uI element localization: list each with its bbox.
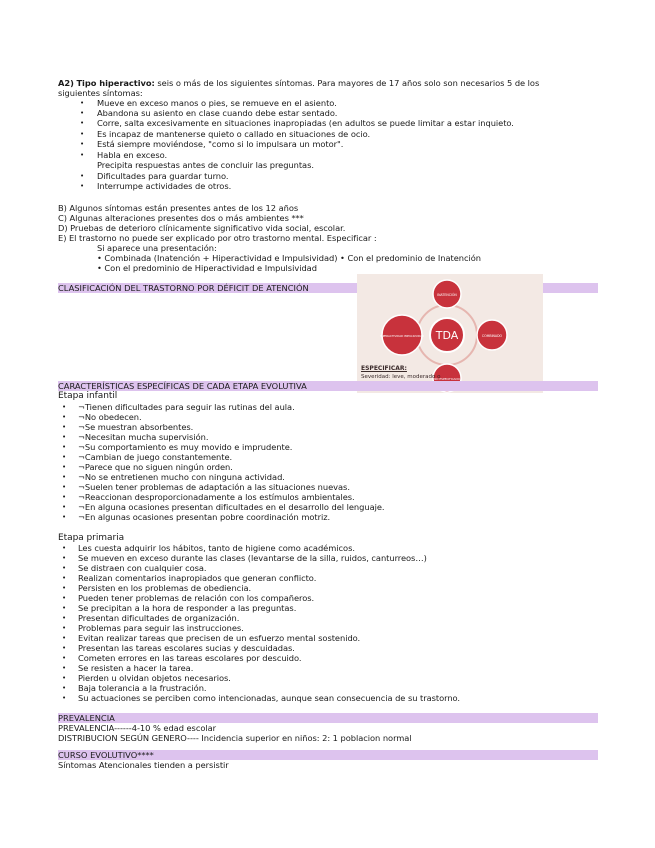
list-item: Mueve en exceso manos o pies, se remueve en el asiento. (97, 98, 337, 108)
primaria-title: Etapa primaria (58, 533, 125, 543)
bullet-icon: • (80, 140, 85, 148)
bullet-icon: • (62, 413, 67, 421)
bullet-icon: • (62, 433, 67, 441)
section-a-title: Tipo hiperactivo: (76, 78, 155, 88)
list-item: Habla en exceso. (97, 150, 168, 160)
list-item: ¬Suelen tener problemas de adaptación a las situaciones nuevas. (78, 482, 350, 492)
bullet-icon: • (62, 503, 67, 511)
diagram-spec-label: ESPECIFICAR: (361, 365, 407, 372)
list-item: Se resisten a hacer la tarea. (78, 663, 194, 673)
list-item: ¬No se entretienen mucho con ninguna actividad. (78, 472, 285, 482)
prevalencia-header: PREVALENCIA (58, 713, 115, 723)
bullet-icon: • (80, 130, 85, 138)
list-item: Persisten en los problemas de obediencia. (78, 583, 252, 593)
list-item: ¬Reaccionan desproporcionadamente a los estímulos ambientales. (78, 492, 355, 502)
bullet-icon: • (62, 483, 67, 491)
presentation-option-1: • Combinada (Inatención + Hiperactividad e Impulsividad) • Con el predominio de Inatención (97, 253, 481, 263)
list-item: Corre, salta excesivamente en situaciones inapropiadas (en adultos se puede limitar a estar inquieto. (97, 118, 514, 128)
bullet-icon: • (62, 403, 67, 411)
bullet-icon: • (80, 119, 85, 127)
bullet-icon: • (62, 694, 67, 702)
bullet-icon: • (62, 493, 67, 501)
bullet-icon: • (62, 453, 67, 461)
criterion-c: C) Algunas alteraciones presentes dos o más ambientes *** (58, 213, 304, 223)
diagram-right-label: COMBINADO (481, 334, 503, 338)
list-item: ¬Parece que no siguen ningún orden. (78, 462, 233, 472)
list-item: Está siempre moviéndose, "como si lo impulsara un motor". (97, 139, 344, 149)
bullet-icon: • (62, 513, 67, 521)
bullet-icon: • (80, 151, 85, 159)
list-item: ¬Necesitan mucha supervisión. (78, 432, 209, 442)
criterion-e: E) El trastorno no puede ser explicado por otro trastorno mental. Especificar : (58, 233, 377, 243)
section-a-line1 (58, 78, 539, 88)
bullet-icon: • (62, 664, 67, 672)
list-item: Dificultades para guardar turno. (97, 171, 229, 181)
list-item: Les cuesta adquirir los hábitos, tanto de higiene como académicos. (78, 543, 355, 553)
bullet-icon: • (62, 423, 67, 431)
diagram-left-label: HIPERACTIVIDAD IMPULSIVIDAD (379, 334, 425, 338)
bullet-icon: • (62, 644, 67, 652)
bullet-icon: • (62, 564, 67, 572)
caracteristicas-header: CARACTERÍSTICAS ESPECÍFICAS DE CADA ETAPA EVOLUTIVA (58, 381, 307, 391)
section-header-band (58, 713, 598, 723)
bullet-icon: • (62, 684, 67, 692)
list-item: ¬No obedecen. (78, 412, 142, 422)
curso-header: CURSO EVOLUTIVO**** (58, 750, 154, 760)
bullet-icon: • (62, 594, 67, 602)
diagram-top-label: INATENCIÓN (437, 293, 457, 297)
list-item: Cometen errores en las tareas escolares por descuido. (78, 653, 302, 663)
bullet-icon: • (80, 172, 85, 180)
list-item: Se precipitan a la hora de responder a las preguntas. (78, 603, 297, 613)
list-item: Abandona su asiento en clase cuando debe estar sentado. (97, 108, 338, 118)
bullet-icon: • (62, 463, 67, 471)
diagram-center-label: TDA (435, 329, 459, 342)
section-a-prefix: A2) (58, 78, 74, 88)
list-item: Precipita respuestas antes de concluir las preguntas. (97, 160, 314, 170)
criterion-b: B) Algunos síntomas están presentes antes de los 12 años (58, 203, 299, 213)
section-a-intro: seis o más de los siguientes síntomas. Para mayores de 17 años solo son necesarios 5 de los (157, 78, 540, 88)
prevalencia-line2: DISTRIBUCION SEGÚN GENERO---- Incidencia superior en niños: 2: 1 poblacion normal (58, 733, 412, 743)
bullet-icon: • (80, 109, 85, 117)
bullet-icon: • (62, 624, 67, 632)
clasificacion-header: CLASIFICACIÓN DEL TRASTORNO POR DÉFICIT DE ATENCIÓN (58, 283, 309, 293)
bullet-icon: • (62, 654, 67, 662)
presentation-label: Si aparece una presentación: (97, 243, 217, 253)
bullet-icon: • (62, 614, 67, 622)
list-item: Baja tolerancia a la frustración. (78, 683, 207, 693)
prevalencia-line1: PREVALENCIA------4-10 % edad escolar (58, 723, 217, 733)
section-a-line2: siguientes síntomas: (58, 88, 143, 98)
list-item: Su actuaciones se perciben como intencionadas, aunque sean consecuencia de su trastorno. (78, 693, 461, 703)
list-item: ¬En algunas ocasiones presentan pobre coordinación motriz. (78, 512, 331, 522)
list-item: Presentan dificultades de organización. (78, 613, 240, 623)
bullet-icon: • (62, 473, 67, 481)
bullet-icon: • (62, 544, 67, 552)
tda-diagram (357, 274, 543, 393)
bullet-icon: • (62, 604, 67, 612)
bullet-icon: • (62, 634, 67, 642)
bullet-icon: • (62, 443, 67, 451)
list-item: ¬Tienen dificultades para seguir las rutinas del aula. (78, 402, 295, 412)
list-item: Se mueven en exceso durante las clases (levantarse de la silla, ruidos, canturreos…) (78, 553, 427, 563)
list-item: Realizan comentarios inapropiados que generan conflicto. (78, 573, 317, 583)
list-item: Interrumpe actividades de otros. (97, 181, 232, 191)
list-item: Es incapaz de mantenerse quieto o callado en situaciones de ocio. (97, 129, 371, 139)
bullet-icon: • (62, 674, 67, 682)
bullet-icon: • (62, 584, 67, 592)
list-item: ¬Su comportamiento es muy movido e imprudente. (78, 442, 293, 452)
list-item: Problemas para seguir las instrucciones. (78, 623, 244, 633)
criterion-d: D) Pruebas de deterioro clínicamente significativo vida social, escolar. (58, 223, 346, 233)
bullet-icon: • (62, 554, 67, 562)
diagram-spec-text: Severidad: leve, moderado o (361, 374, 441, 380)
bullet-icon: • (62, 574, 67, 582)
list-item: ¬Cambian de juego constantemente. (78, 452, 233, 462)
bullet-icon: • (80, 182, 85, 190)
infantil-title: Etapa infantil (58, 391, 118, 401)
bullet-icon: • (80, 99, 85, 107)
presentation-option-2: • Con el predominio de Hiperactividad e Impulsividad (97, 263, 317, 273)
list-item: Presentan las tareas escolares sucias y descuidadas. (78, 643, 295, 653)
list-item: ¬En alguna ocasiones presentan dificultades en el desarrollo del lenguaje. (78, 502, 385, 512)
curso-line1: Síntomas Atencionales tienden a persistir (58, 760, 229, 770)
diagram-bottom-label: NO ESPECIFICADO (434, 377, 460, 381)
list-item: ¬Se muestran absorbentes. (78, 422, 194, 432)
list-item: Evitan realizar tareas que precisen de un esfuerzo mental sostenido. (78, 633, 361, 643)
list-item: Pueden tener problemas de relación con los compañeros. (78, 593, 315, 603)
list-item: Pierden u olvidan objetos necesarios. (78, 673, 231, 683)
list-item: Se distraen con cualquier cosa. (78, 563, 207, 573)
